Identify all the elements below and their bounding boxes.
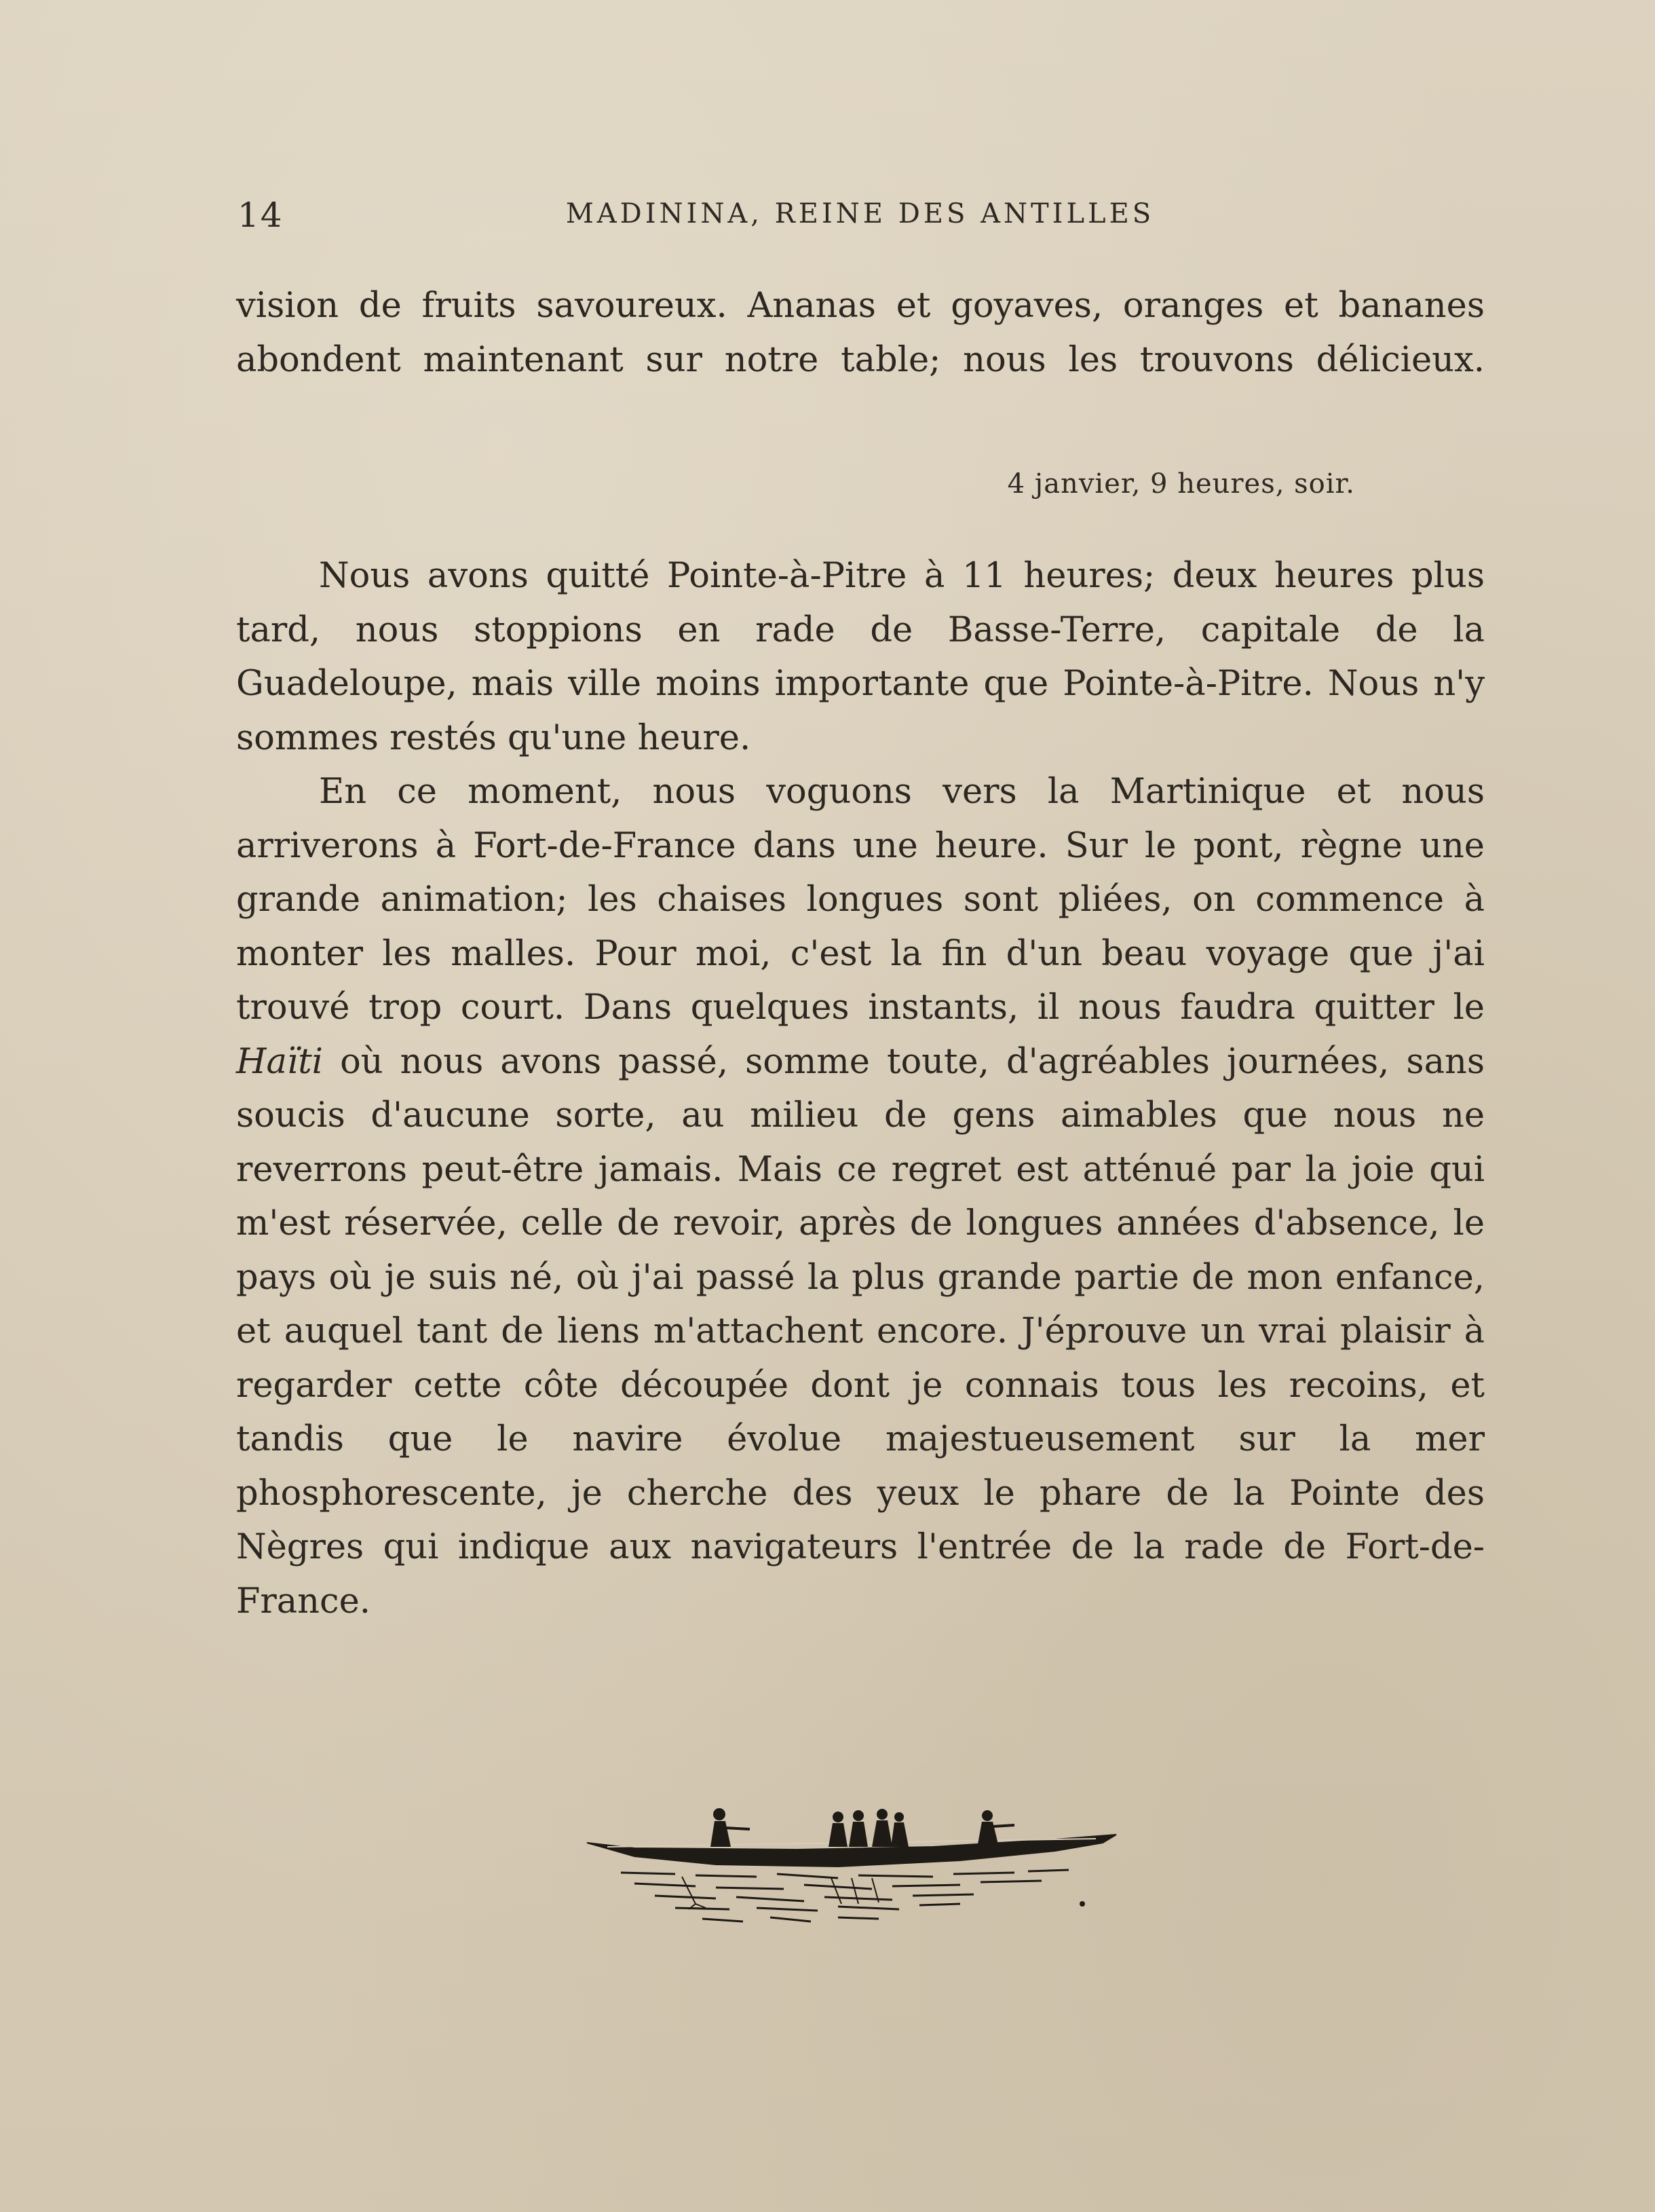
diary-entry xyxy=(236,549,1485,1628)
continuation-text: vision de fruits savoureux. Ananas et goyaves, oranges et bananes abondent maintenant sur notre table; nous les trouvons délicieux. xyxy=(236,286,1485,380)
running-title: MADININA, REINE DES ANTILLES xyxy=(565,198,1155,229)
ship-name: Haïti xyxy=(236,1041,323,1082)
page-header xyxy=(237,195,1483,236)
paragraph-arrival-part-2: où nous avons passé, somme toute, d'agréables journées, sans soucis d'aucune sorte, au milieu de gens aimables que nous ne reverrons peut-être jamais. Mais ce regret est atténué par la joie qui m'est réservée, celle de revoir, après de longues années d'absence, le pays où je suis né, où j'ai passé la plus grande partie de mon enfance, et auquel tant de liens m'attachent encore. J'éprouve un vrai plaisir à regarder cette côte découpée dont je connais tous les recoins, et tandis que le navire évolue majestueusement sur la mer phosphorescente, je cherche des yeux le phare de la Pointe des Nègres qui indique aux navigateurs l'entrée de la rade de Fort-de-France. xyxy=(236,1041,1485,1621)
paragraph-departure: Nous avons quitté Pointe-à-Pitre à 11 heures; deux heures plus tard, nous stoppions en rade de Basse-Terre, capitale de la Guadeloupe, mais ville moins importante que Pointe-à-Pitre. Nous n'y sommes restés qu'une heure. xyxy=(236,556,1485,758)
paragraph-arrival xyxy=(236,765,1485,1628)
page-number: 14 xyxy=(237,195,284,235)
diary-dateline: 4 janvier, 9 heures, soir. xyxy=(1007,468,1355,500)
continuation-paragraph xyxy=(236,279,1485,387)
canoe-with-rowers-icon xyxy=(580,1802,1123,1951)
paragraph-arrival-part-1: En ce moment, nous voguons vers la Martinique et nous arriverons à Fort-de-France dans une heure. Sur le pont, règne une grande animation; les chaises longues sont pliées, on commence à monter les malles. Pour moi, c'est la fin d'un beau voyage que j'ai trouvé trop court. Dans quelques instants, il nous faudra quitter le xyxy=(236,772,1485,1028)
